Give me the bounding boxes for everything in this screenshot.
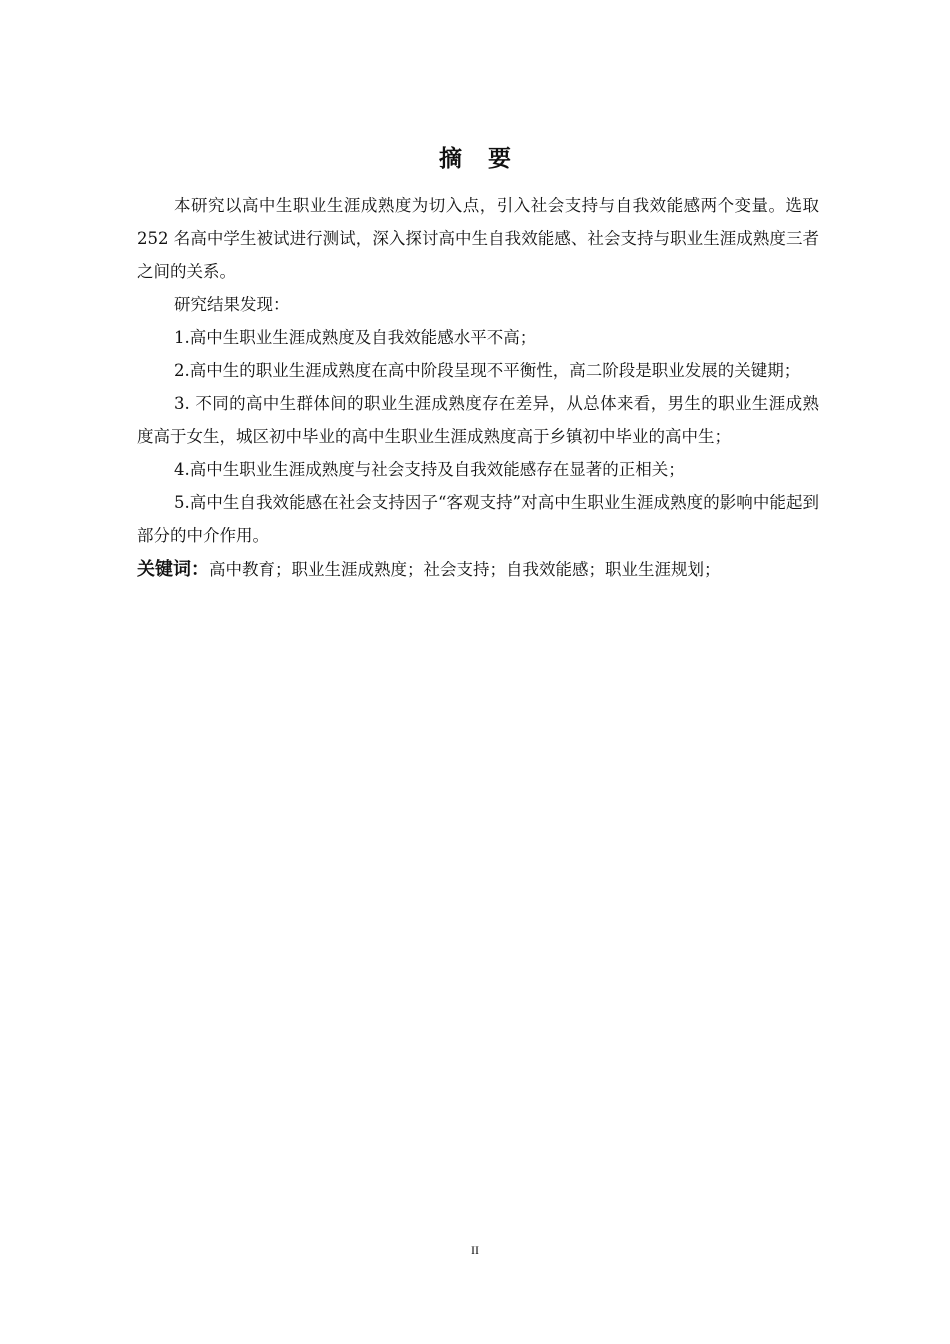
finding-4: 4.高中生职业生涯成熟度与社会支持及自我效能感存在显著的正相关； — [174, 460, 685, 479]
abstract-intro-paragraph: 本研究以高中生职业生涯成熟度为切入点，引入社会支持与自我效能感两个变量。选取 252 名高中学生被试进行测试，深入探讨高中生自我效能感、社会支持与职业生涯成熟度三者之间的关系。 — [137, 196, 819, 281]
finding-3: 3. 不同的高中生群体间的职业生涯成熟度存在差异，从总体来看，男生的职业生涯成熟度高于女生，城区初中毕业的高中生职业生涯成熟度高于乡镇初中毕业的高中生； — [137, 394, 819, 446]
finding-1: 1.高中生职业生涯成熟度及自我效能感水平不高； — [174, 328, 537, 347]
keywords-text: 高中教育；职业生涯成熟度；社会支持；自我效能感；职业生涯规划； — [209, 560, 721, 579]
keywords-line — [137, 552, 819, 588]
findings-heading: 研究结果发现： — [174, 295, 290, 314]
abstract-body — [137, 189, 819, 588]
page-number: II — [471, 1243, 479, 1257]
finding-5: 5.高中生自我效能感在社会支持因子“客观支持”对高中生职业生涯成熟度的影响中能起到部分的中介作用。 — [137, 493, 819, 545]
keywords-label: 关键词： — [137, 559, 209, 580]
abstract-title: 摘要 — [439, 146, 537, 172]
finding-2: 2.高中生的职业生涯成熟度在高中阶段呈现不平衡性，高二阶段是职业发展的关键期； — [174, 361, 801, 380]
